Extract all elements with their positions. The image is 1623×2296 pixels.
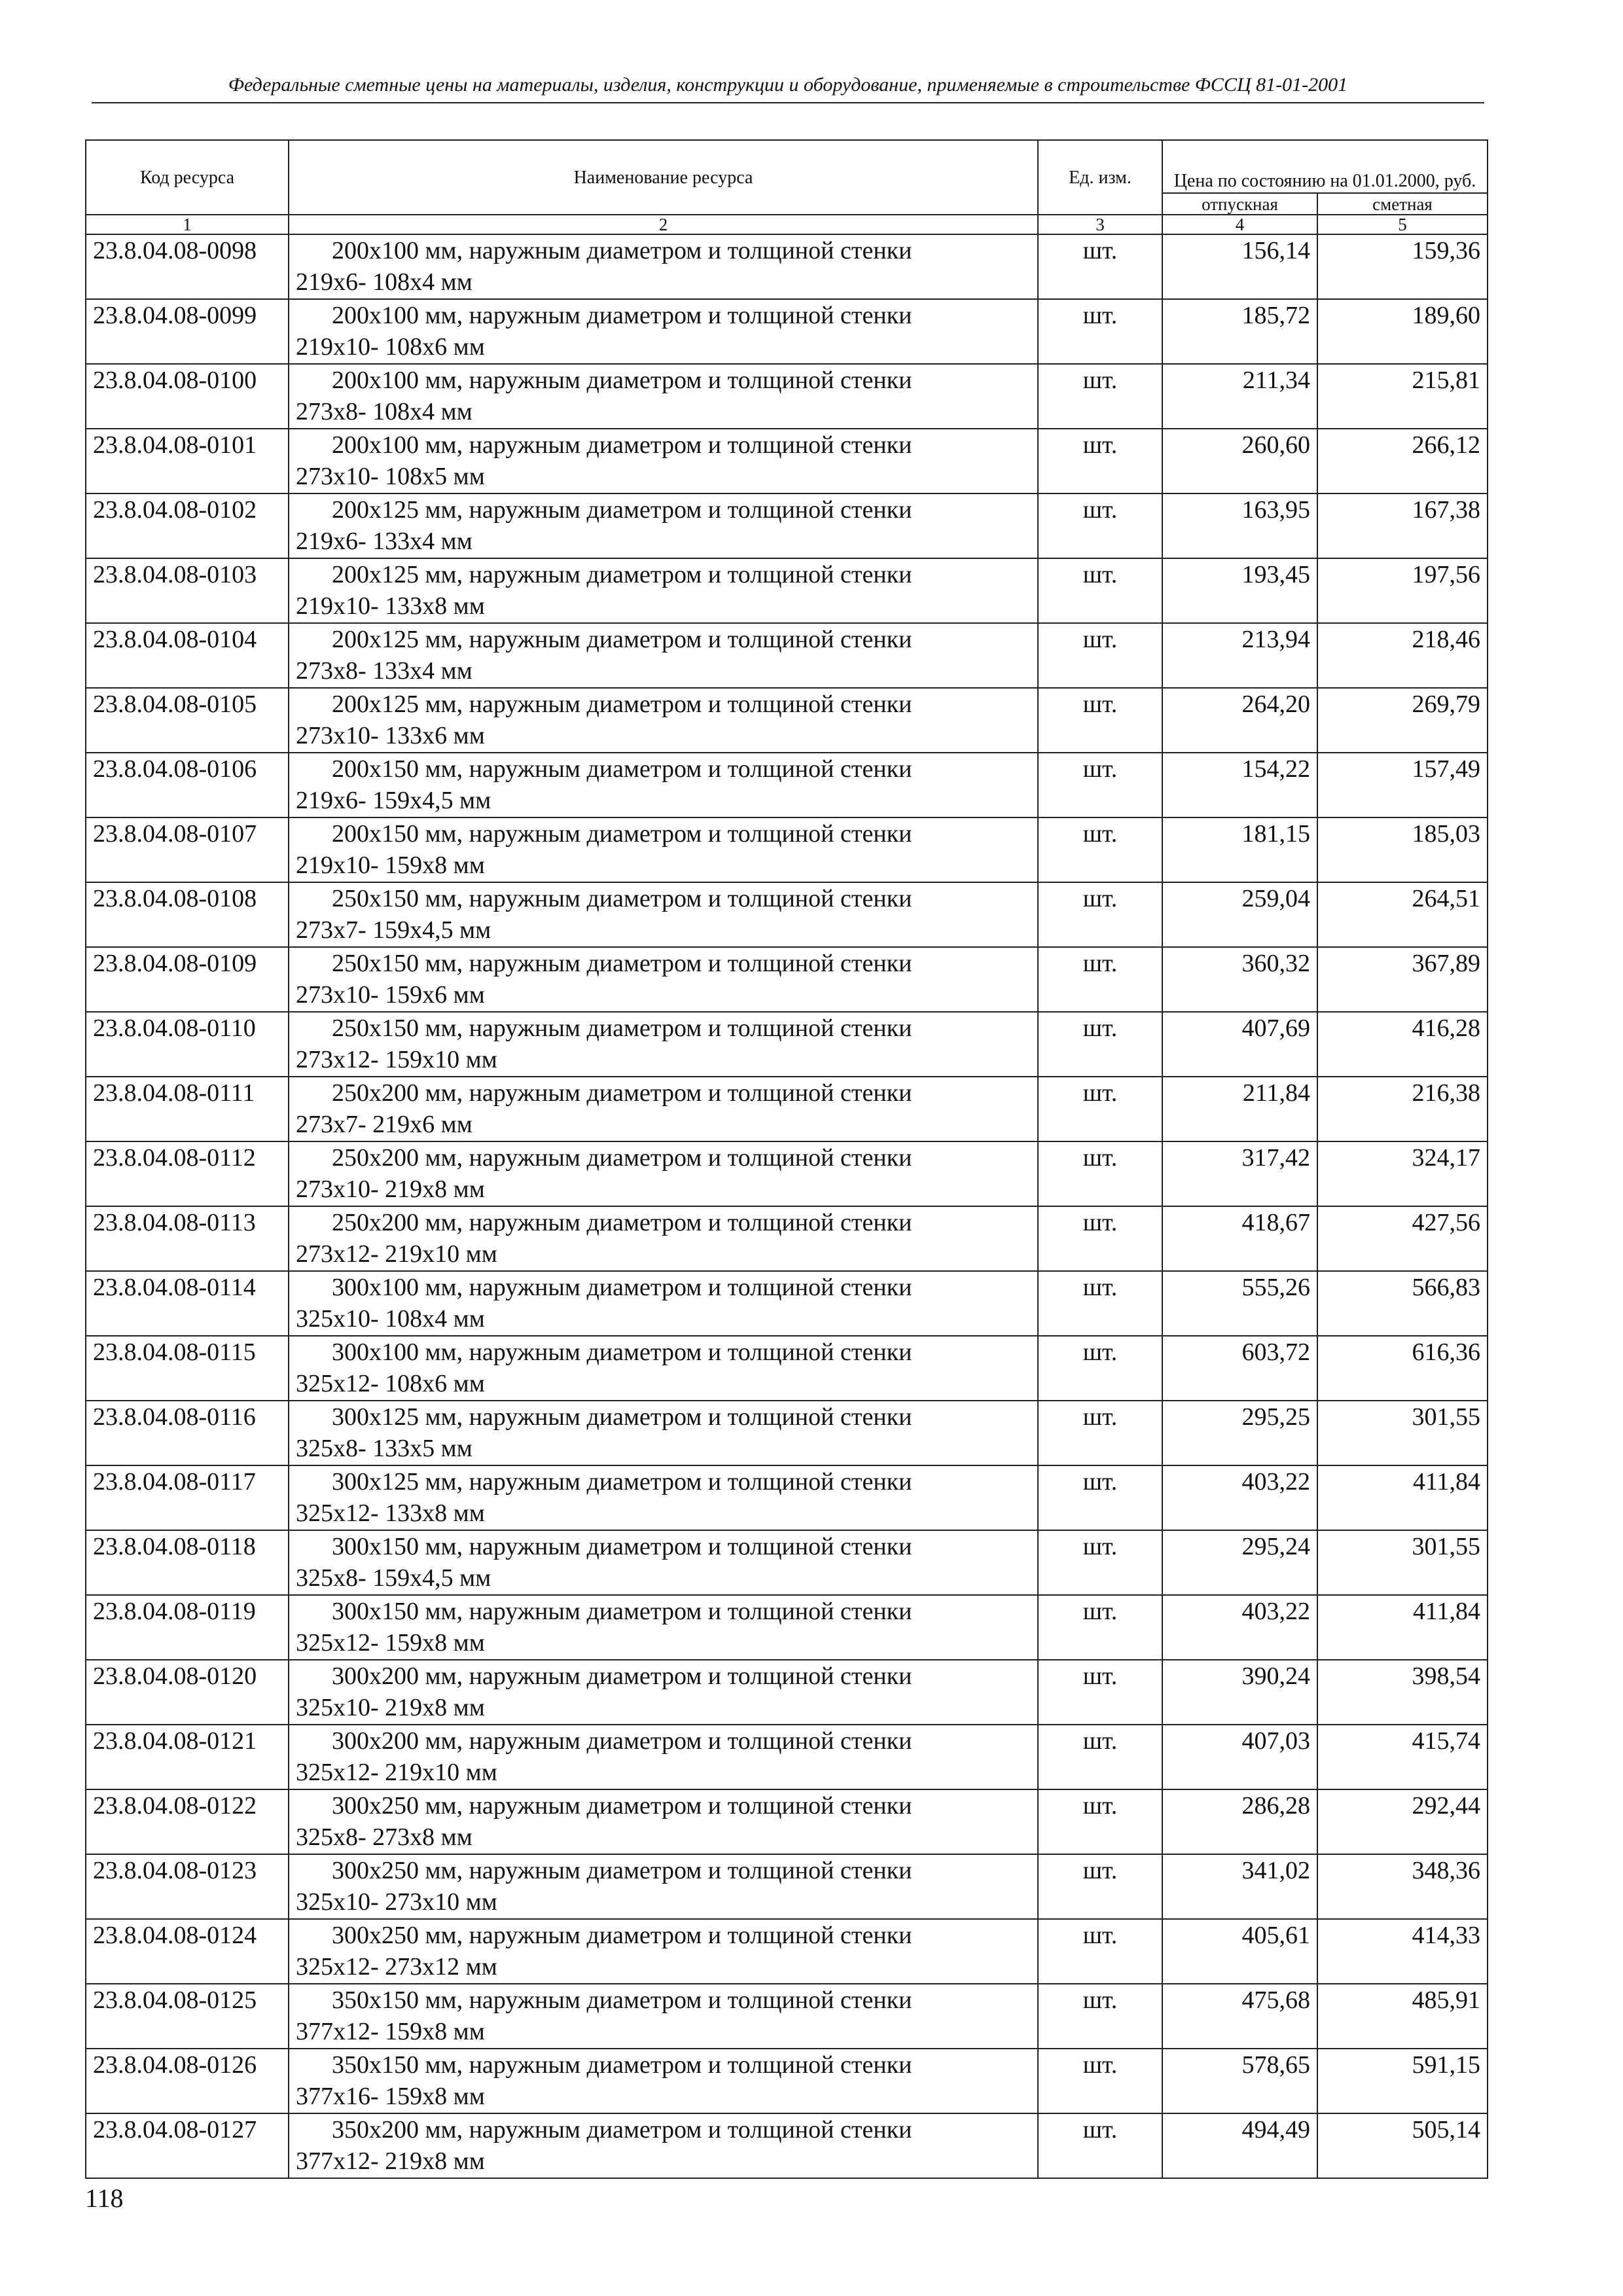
resource-code: 23.8.04.08-0117 — [86, 1465, 289, 1530]
unit-cell: шт. — [1038, 1141, 1162, 1206]
resource-code: 23.8.04.08-0108 — [86, 882, 289, 947]
column-number: 5 — [1317, 215, 1488, 234]
price-estimate-cell: 264,51 — [1317, 882, 1488, 947]
table-row — [86, 1660, 1488, 1725]
column-header-code: Код ресурса — [86, 140, 289, 215]
price-estimate-cell: 485,91 — [1317, 1984, 1488, 2049]
column-header-price-release: отпускная — [1162, 193, 1317, 215]
unit-cell: шт. — [1038, 753, 1162, 817]
price-release-cell: 295,24 — [1162, 1530, 1317, 1595]
price-release-cell: 475,68 — [1162, 1984, 1317, 2049]
resource-name — [289, 623, 1038, 688]
resource-name-line2: 377х12- 219х8 мм — [296, 2147, 485, 2175]
resource-name — [289, 1206, 1038, 1271]
price-estimate-cell: 415,74 — [1317, 1725, 1488, 1789]
resource-code: 23.8.04.08-0118 — [86, 1530, 289, 1595]
price-estimate-cell: 411,84 — [1317, 1465, 1488, 1530]
resource-name-line2: 325х8- 133х5 мм — [296, 1435, 473, 1462]
resource-name — [289, 1077, 1038, 1141]
resource-name-line2: 219х6- 133х4 мм — [296, 528, 473, 555]
table-row — [86, 364, 1488, 429]
resource-name-line2: 273х8- 133х4 мм — [296, 657, 473, 685]
table-row — [86, 2113, 1488, 2178]
resource-name — [289, 2049, 1038, 2113]
resource-name — [289, 1401, 1038, 1465]
table-row — [86, 1012, 1488, 1077]
price-release-cell: 494,49 — [1162, 2113, 1317, 2178]
resource-name-line1: 250х200 мм, наружным диаметром и толщиной стенки — [332, 1144, 912, 1172]
unit-cell: шт. — [1038, 1401, 1162, 1465]
price-estimate-cell: 157,49 — [1317, 753, 1488, 817]
resource-name-line2: 219х10- 133х8 мм — [296, 592, 485, 620]
resource-code: 23.8.04.08-0098 — [86, 234, 289, 299]
price-estimate-cell: 197,56 — [1317, 558, 1488, 623]
resource-name — [289, 1984, 1038, 2049]
resource-name — [289, 817, 1038, 882]
resource-name — [289, 364, 1038, 429]
resource-name-line1: 200х150 мм, наружным диаметром и толщиной стенки — [332, 755, 912, 783]
price-estimate-cell: 266,12 — [1317, 429, 1488, 493]
table-row — [86, 947, 1488, 1012]
table-row — [86, 2049, 1488, 2113]
running-header: Федеральные сметные цены на материалы, изделия, конструкции и оборудование, применяемые в строительстве ФССЦ 81-01-2001 — [92, 71, 1484, 103]
resource-code: 23.8.04.08-0116 — [86, 1401, 289, 1465]
table-row — [86, 1206, 1488, 1271]
unit-cell: шт. — [1038, 1725, 1162, 1789]
resource-code: 23.8.04.08-0125 — [86, 1984, 289, 2049]
table-header — [86, 140, 1488, 234]
resource-code: 23.8.04.08-0120 — [86, 1660, 289, 1725]
resource-name — [289, 1595, 1038, 1660]
resource-name-line1: 300х200 мм, наружным диаметром и толщиной стенки — [332, 1727, 912, 1755]
resource-code: 23.8.04.08-0112 — [86, 1141, 289, 1206]
resource-code: 23.8.04.08-0103 — [86, 558, 289, 623]
resource-name — [289, 1854, 1038, 1919]
price-release-cell: 185,72 — [1162, 299, 1317, 364]
table-row — [86, 817, 1488, 882]
resource-name — [289, 558, 1038, 623]
resource-name — [289, 882, 1038, 947]
table-row — [86, 1595, 1488, 1660]
resource-code: 23.8.04.08-0111 — [86, 1077, 289, 1141]
resource-name-line2: 273х10- 219х8 мм — [296, 1175, 485, 1203]
resource-name — [289, 688, 1038, 753]
price-release-cell: 264,20 — [1162, 688, 1317, 753]
resource-name-line1: 250х150 мм, наружным диаметром и толщиной стенки — [332, 950, 912, 977]
price-estimate-cell: 566,83 — [1317, 1271, 1488, 1336]
table-row — [86, 429, 1488, 493]
table-row — [86, 1530, 1488, 1595]
resource-name-line1: 250х200 мм, наружным диаметром и толщиной стенки — [332, 1079, 912, 1107]
table-row — [86, 688, 1488, 753]
unit-cell: шт. — [1038, 1595, 1162, 1660]
price-release-cell: 211,84 — [1162, 1077, 1317, 1141]
resource-code: 23.8.04.08-0119 — [86, 1595, 289, 1660]
price-release-cell: 193,45 — [1162, 558, 1317, 623]
resource-name-line2: 325х12- 159х8 мм — [296, 1629, 485, 1657]
resource-code: 23.8.04.08-0101 — [86, 429, 289, 493]
unit-cell: шт. — [1038, 1984, 1162, 2049]
price-estimate-cell: 301,55 — [1317, 1401, 1488, 1465]
resource-name — [289, 299, 1038, 364]
resource-name-line1: 200х125 мм, наружным диаметром и толщиной стенки — [332, 626, 912, 653]
table-row — [86, 1854, 1488, 1919]
column-number: 3 — [1038, 215, 1162, 234]
resource-name — [289, 234, 1038, 299]
price-release-cell: 163,95 — [1162, 493, 1317, 558]
resource-name — [289, 1465, 1038, 1530]
unit-cell: шт. — [1038, 1919, 1162, 1984]
price-release-cell: 317,42 — [1162, 1141, 1317, 1206]
table-row — [86, 1336, 1488, 1401]
price-estimate-cell: 167,38 — [1317, 493, 1488, 558]
resource-name — [289, 1530, 1038, 1595]
resource-name-line1: 300х250 мм, наружным диаметром и толщиной стенки — [332, 1792, 912, 1820]
price-release-cell: 295,25 — [1162, 1401, 1317, 1465]
resource-name-line2: 325х8- 159х4,5 мм — [296, 1564, 491, 1592]
resource-name — [289, 1141, 1038, 1206]
resource-name — [289, 1271, 1038, 1336]
resource-name-line1: 200х125 мм, наружным диаметром и толщиной стенки — [332, 691, 912, 718]
resource-name-line2: 325х12- 219х10 мм — [296, 1759, 497, 1786]
resource-code: 23.8.04.08-0110 — [86, 1012, 289, 1077]
table-body — [86, 234, 1488, 2178]
resource-code: 23.8.04.08-0102 — [86, 493, 289, 558]
resource-name — [289, 1919, 1038, 1984]
unit-cell: шт. — [1038, 817, 1162, 882]
resource-name-line1: 300х125 мм, наружным диаметром и толщиной стенки — [332, 1403, 912, 1431]
resource-name-line2: 273х12- 159х10 мм — [296, 1046, 497, 1073]
resource-name — [289, 2113, 1038, 2178]
table-row — [86, 1141, 1488, 1206]
price-release-cell: 603,72 — [1162, 1336, 1317, 1401]
resource-name-line1: 200х100 мм, наружным диаметром и толщиной стенки — [332, 302, 912, 329]
unit-cell: шт. — [1038, 1660, 1162, 1725]
column-header-price-estimate: сметная — [1317, 193, 1488, 215]
table-row — [86, 1919, 1488, 1984]
resource-code: 23.8.04.08-0114 — [86, 1271, 289, 1336]
resource-name — [289, 1660, 1038, 1725]
table-row — [86, 234, 1488, 299]
resource-name — [289, 1725, 1038, 1789]
price-estimate-cell: 218,46 — [1317, 623, 1488, 688]
price-estimate-cell: 292,44 — [1317, 1789, 1488, 1854]
resource-name — [289, 1336, 1038, 1401]
table-row — [86, 753, 1488, 817]
resource-code: 23.8.04.08-0107 — [86, 817, 289, 882]
resource-name-line1: 200х100 мм, наружным диаметром и толщиной стенки — [332, 237, 912, 264]
resource-code: 23.8.04.08-0122 — [86, 1789, 289, 1854]
unit-cell: шт. — [1038, 1077, 1162, 1141]
price-release-cell: 555,26 — [1162, 1271, 1317, 1336]
resource-name-line1: 300х150 мм, наружным диаметром и толщиной стенки — [332, 1598, 912, 1625]
unit-cell: шт. — [1038, 2113, 1162, 2178]
column-number: 1 — [86, 215, 289, 234]
resource-name — [289, 753, 1038, 817]
resource-name-line2: 325х12- 133х8 мм — [296, 1499, 485, 1527]
unit-cell: шт. — [1038, 429, 1162, 493]
resource-name-line1: 300х100 мм, наружным диаметром и толщиной стенки — [332, 1274, 912, 1301]
price-estimate-cell: 591,15 — [1317, 2049, 1488, 2113]
unit-cell: шт. — [1038, 1206, 1162, 1271]
resource-name-line2: 325х10- 273х10 мм — [296, 1888, 497, 1916]
unit-cell: шт. — [1038, 1530, 1162, 1595]
table-row — [86, 1789, 1488, 1854]
resource-code: 23.8.04.08-0104 — [86, 623, 289, 688]
table-row — [86, 558, 1488, 623]
resource-name-line1: 250х150 мм, наружным диаметром и толщиной стенки — [332, 1014, 912, 1042]
price-estimate-cell: 616,36 — [1317, 1336, 1488, 1401]
resource-name-line1: 200х100 мм, наружным диаметром и толщиной стенки — [332, 431, 912, 459]
resource-name-line2: 325х8- 273х8 мм — [296, 1823, 473, 1851]
price-estimate-cell: 216,38 — [1317, 1077, 1488, 1141]
resource-name-line2: 377х16- 159х8 мм — [296, 2083, 485, 2110]
table-row — [86, 882, 1488, 947]
resource-name-line1: 300х200 мм, наружным диаметром и толщиной стенки — [332, 1662, 912, 1690]
resource-code: 23.8.04.08-0123 — [86, 1854, 289, 1919]
resource-name-line2: 273х10- 108х5 мм — [296, 463, 485, 490]
resource-name-line1: 200х125 мм, наружным диаметром и толщиной стенки — [332, 561, 912, 588]
resource-name-line2: 273х10- 133х6 мм — [296, 722, 485, 749]
price-estimate-cell: 348,36 — [1317, 1854, 1488, 1919]
price-estimate-cell: 189,60 — [1317, 299, 1488, 364]
price-estimate-cell: 427,56 — [1317, 1206, 1488, 1271]
price-release-cell: 403,22 — [1162, 1595, 1317, 1660]
unit-cell: шт. — [1038, 1012, 1162, 1077]
resource-name-line2: 325х12- 108х6 мм — [296, 1370, 485, 1397]
resource-code: 23.8.04.08-0127 — [86, 2113, 289, 2178]
resource-name-line2: 219х6- 108х4 мм — [296, 268, 473, 296]
resource-code: 23.8.04.08-0113 — [86, 1206, 289, 1271]
resource-name-line2: 325х12- 273х12 мм — [296, 1953, 497, 1981]
resource-code: 23.8.04.08-0100 — [86, 364, 289, 429]
table-row — [86, 1077, 1488, 1141]
resource-name-line1: 300х250 мм, наружным диаметром и толщиной стенки — [332, 1922, 912, 1949]
resource-code: 23.8.04.08-0109 — [86, 947, 289, 1012]
resource-name-line2: 325х10- 219х8 мм — [296, 1694, 485, 1721]
resource-name-line2: 273х7- 159х4,5 мм — [296, 916, 491, 944]
resource-name — [289, 493, 1038, 558]
resource-name-line2: 219х6- 159х4,5 мм — [296, 787, 491, 814]
unit-cell: шт. — [1038, 1336, 1162, 1401]
resource-code: 23.8.04.08-0105 — [86, 688, 289, 753]
price-release-cell: 286,28 — [1162, 1789, 1317, 1854]
resource-name-line2: 273х7- 219х6 мм — [296, 1111, 473, 1138]
table-row — [86, 1984, 1488, 2049]
price-release-cell: 154,22 — [1162, 753, 1317, 817]
price-release-cell: 156,14 — [1162, 234, 1317, 299]
unit-cell: шт. — [1038, 299, 1162, 364]
resource-name-line1: 350х150 мм, наружным диаметром и толщиной стенки — [332, 1986, 912, 2014]
unit-cell: шт. — [1038, 1789, 1162, 1854]
column-number: 2 — [289, 215, 1038, 234]
price-release-cell: 390,24 — [1162, 1660, 1317, 1725]
table-row — [86, 299, 1488, 364]
resource-name-line1: 350х150 мм, наружным диаметром и толщиной стенки — [332, 2051, 912, 2079]
unit-cell: шт. — [1038, 1271, 1162, 1336]
resource-code: 23.8.04.08-0124 — [86, 1919, 289, 1984]
unit-cell: шт. — [1038, 947, 1162, 1012]
resource-name-line2: 273х8- 108х4 мм — [296, 398, 473, 425]
price-table — [85, 139, 1488, 2179]
resource-name-line2: 377х12- 159х8 мм — [296, 2018, 485, 2045]
resource-name-line1: 200х100 мм, наружным диаметром и толщиной стенки — [332, 367, 912, 394]
resource-name-line1: 350х200 мм, наружным диаметром и толщиной стенки — [332, 2116, 912, 2144]
resource-name-line1: 200х150 мм, наружным диаметром и толщиной стенки — [332, 820, 912, 848]
resource-name-line2: 273х12- 219х10 мм — [296, 1240, 497, 1268]
resource-name — [289, 1012, 1038, 1077]
resource-name — [289, 1789, 1038, 1854]
price-release-cell: 259,04 — [1162, 882, 1317, 947]
price-release-cell: 211,34 — [1162, 364, 1317, 429]
price-release-cell: 578,65 — [1162, 2049, 1317, 2113]
price-release-cell: 341,02 — [1162, 1854, 1317, 1919]
resource-code: 23.8.04.08-0106 — [86, 753, 289, 817]
resource-name — [289, 947, 1038, 1012]
table-row — [86, 1465, 1488, 1530]
table-row — [86, 623, 1488, 688]
unit-cell: шт. — [1038, 1854, 1162, 1919]
resource-name-line2: 273х10- 159х6 мм — [296, 981, 485, 1009]
table-row — [86, 493, 1488, 558]
price-estimate-cell: 159,36 — [1317, 234, 1488, 299]
resource-name-line2: 325х10- 108х4 мм — [296, 1305, 485, 1333]
resource-name-line2: 219х10- 108х6 мм — [296, 333, 485, 361]
price-release-cell: 360,32 — [1162, 947, 1317, 1012]
price-estimate-cell: 505,14 — [1317, 2113, 1488, 2178]
price-release-cell: 213,94 — [1162, 623, 1317, 688]
resource-code: 23.8.04.08-0115 — [86, 1336, 289, 1401]
price-release-cell: 181,15 — [1162, 817, 1317, 882]
unit-cell: шт. — [1038, 234, 1162, 299]
column-header-unit: Ед. изм. — [1038, 140, 1162, 215]
unit-cell: шт. — [1038, 1465, 1162, 1530]
resource-name — [289, 429, 1038, 493]
price-estimate-cell: 269,79 — [1317, 688, 1488, 753]
price-release-cell: 418,67 — [1162, 1206, 1317, 1271]
price-release-cell: 403,22 — [1162, 1465, 1317, 1530]
column-number: 4 — [1162, 215, 1317, 234]
resource-code: 23.8.04.08-0126 — [86, 2049, 289, 2113]
price-estimate-cell: 367,89 — [1317, 947, 1488, 1012]
price-estimate-cell: 416,28 — [1317, 1012, 1488, 1077]
column-header-price-group: Цена по состоянию на 01.01.2000, руб. — [1162, 140, 1488, 193]
resource-name-line1: 300х150 мм, наружным диаметром и толщиной стенки — [332, 1533, 912, 1560]
price-release-cell: 260,60 — [1162, 429, 1317, 493]
resource-name-line1: 300х250 мм, наружным диаметром и толщиной стенки — [332, 1857, 912, 1884]
price-release-cell: 407,69 — [1162, 1012, 1317, 1077]
price-estimate-cell: 215,81 — [1317, 364, 1488, 429]
resource-name-line1: 300х125 мм, наружным диаметром и толщиной стенки — [332, 1468, 912, 1496]
resource-name-line2: 219х10- 159х8 мм — [296, 852, 485, 879]
price-release-cell: 407,03 — [1162, 1725, 1317, 1789]
column-header-name: Наименование ресурса — [289, 140, 1038, 215]
resource-name-line1: 250х200 мм, наружным диаметром и толщиной стенки — [332, 1209, 912, 1236]
price-estimate-cell: 324,17 — [1317, 1141, 1488, 1206]
price-estimate-cell: 398,54 — [1317, 1660, 1488, 1725]
unit-cell: шт. — [1038, 493, 1162, 558]
resource-name-line1: 200х125 мм, наружным диаметром и толщиной стенки — [332, 496, 912, 524]
resource-name-line1: 300х100 мм, наружным диаметром и толщиной стенки — [332, 1338, 912, 1366]
price-estimate-cell: 185,03 — [1317, 817, 1488, 882]
price-estimate-cell: 301,55 — [1317, 1530, 1488, 1595]
table-row — [86, 1725, 1488, 1789]
unit-cell: шт. — [1038, 623, 1162, 688]
page-number: 118 — [85, 2183, 124, 2213]
resource-name-line1: 250х150 мм, наружным диаметром и толщиной стенки — [332, 885, 912, 912]
resource-code: 23.8.04.08-0099 — [86, 299, 289, 364]
unit-cell: шт. — [1038, 882, 1162, 947]
resource-code: 23.8.04.08-0121 — [86, 1725, 289, 1789]
price-estimate-cell: 411,84 — [1317, 1595, 1488, 1660]
unit-cell: шт. — [1038, 364, 1162, 429]
unit-cell: шт. — [1038, 688, 1162, 753]
price-estimate-cell: 414,33 — [1317, 1919, 1488, 1984]
price-release-cell: 405,61 — [1162, 1919, 1317, 1984]
unit-cell: шт. — [1038, 2049, 1162, 2113]
unit-cell: шт. — [1038, 558, 1162, 623]
table-row — [86, 1401, 1488, 1465]
table-row — [86, 1271, 1488, 1336]
